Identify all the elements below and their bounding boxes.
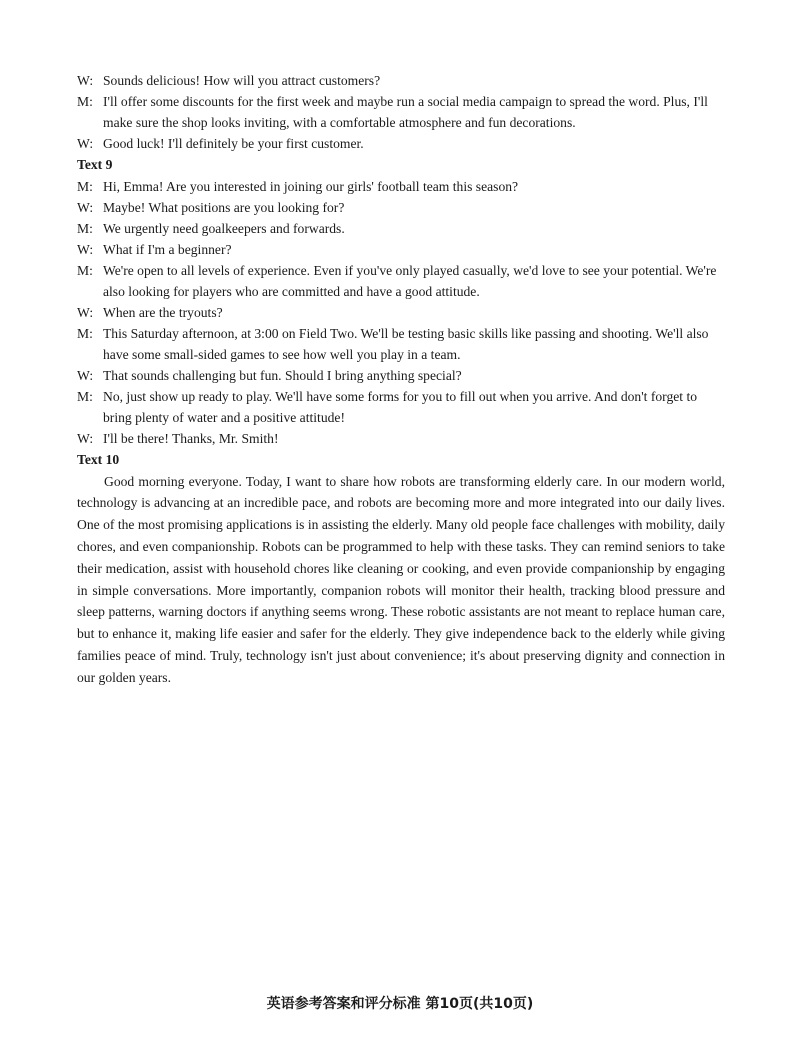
dialogue-block-top <box>77 70 725 154</box>
speaker-label: W: <box>77 304 94 320</box>
dialogue-line <box>77 197 725 218</box>
dialogue-line <box>77 239 725 260</box>
dialogue-block-text9 <box>77 176 725 449</box>
monologue-paragraph: Good morning everyone. Today, I want to share how robots are transforming elderly care. In our modern world, technology is advancing at an incredible pace, and robots are becoming more and more integrated into our daily lives. One of the most promising applications is in assisting the elderly. Many old people face challenges with mobility, daily chores, and even companionship. Robots can be programmed to help with these tasks. They can remind seniors to take their medication, assist with household chores like cleaning or cooking, and even provide companionship by engaging in simple conversations. More importantly, companion robots will monitor their health, tracking blood pressure and sleep patterns, warning doctors if anything seems wrong. These robotic assistants are not meant to replace human care, but to enhance it, making life easier and safer for the elderly. They give independence back to the elderly while giving families peace of mind. Truly, technology isn't just about convenience; it's about preserving dignity and connection in our golden years. <box>77 473 725 685</box>
speaker-label: W: <box>77 241 94 257</box>
document-page <box>77 70 725 689</box>
dialogue-line <box>77 133 725 154</box>
dialogue-line <box>77 365 725 386</box>
dialogue-text: Maybe! What positions are you looking for? <box>103 199 345 215</box>
dialogue-text: We're open to all levels of experience. Even if you've only played casually, we'd love to see your potential. We're also looking for players who are committed and have a good attitude. <box>103 262 717 299</box>
section-heading-text10: Text 10 <box>77 451 120 467</box>
speaker-label: W: <box>77 136 94 151</box>
dialogue-line <box>77 176 725 197</box>
dialogue-text: What if I'm a beginner? <box>103 241 232 257</box>
dialogue-text: We urgently need goalkeepers and forwards. <box>103 220 345 236</box>
dialogue-text: Hi, Emma! Are you interested in joining our girls' football team this season? <box>103 178 519 194</box>
dialogue-text: I'll offer some discounts for the first week and maybe run a social media campaign to spread the word. Plus, I'll make sure the shop looks inviting, with a comfortable atmosphere and fun decorations. <box>103 94 708 130</box>
dialogue-line <box>77 302 725 323</box>
speaker-label: W: <box>77 73 94 88</box>
speaker-label: M: <box>77 388 93 404</box>
speaker-label: W: <box>77 430 94 446</box>
dialogue-text: This Saturday afternoon, at 3:00 on Field Two. We'll be testing basic skills like passing and shooting. We'll also have some small-sided games to see how well you play in a team. <box>103 325 709 362</box>
dialogue-text: Sounds delicious! How will you attract customers? <box>103 73 381 88</box>
dialogue-line <box>77 428 725 449</box>
section-heading-text9: Text 9 <box>77 157 113 172</box>
speaker-label: M: <box>77 178 93 194</box>
dialogue-line <box>77 323 725 365</box>
dialogue-text: I'll be there! Thanks, Mr. Smith! <box>103 430 279 446</box>
speaker-label: M: <box>77 325 93 341</box>
dialogue-line <box>77 70 725 91</box>
page-footer: 英语参考答案和评分标准 第10页(共10页) <box>266 996 534 1012</box>
speaker-label: M: <box>77 94 93 109</box>
dialogue-line <box>77 218 725 239</box>
dialogue-line <box>77 386 725 428</box>
dialogue-text: Good luck! I'll definitely be your first customer. <box>103 136 364 151</box>
speaker-label: M: <box>77 220 93 236</box>
speaker-label: W: <box>77 367 94 383</box>
dialogue-line <box>77 260 725 302</box>
dialogue-text: That sounds challenging but fun. Should I bring anything special? <box>103 367 462 383</box>
dialogue-text: No, just show up ready to play. We'll have some forms for you to fill out when you arrive. And don't forget to bring plenty of water and a positive attitude! <box>103 388 698 425</box>
speaker-label: W: <box>77 199 94 215</box>
dialogue-text: When are the tryouts? <box>103 304 223 320</box>
speaker-label: M: <box>77 262 93 278</box>
dialogue-line <box>77 91 725 133</box>
